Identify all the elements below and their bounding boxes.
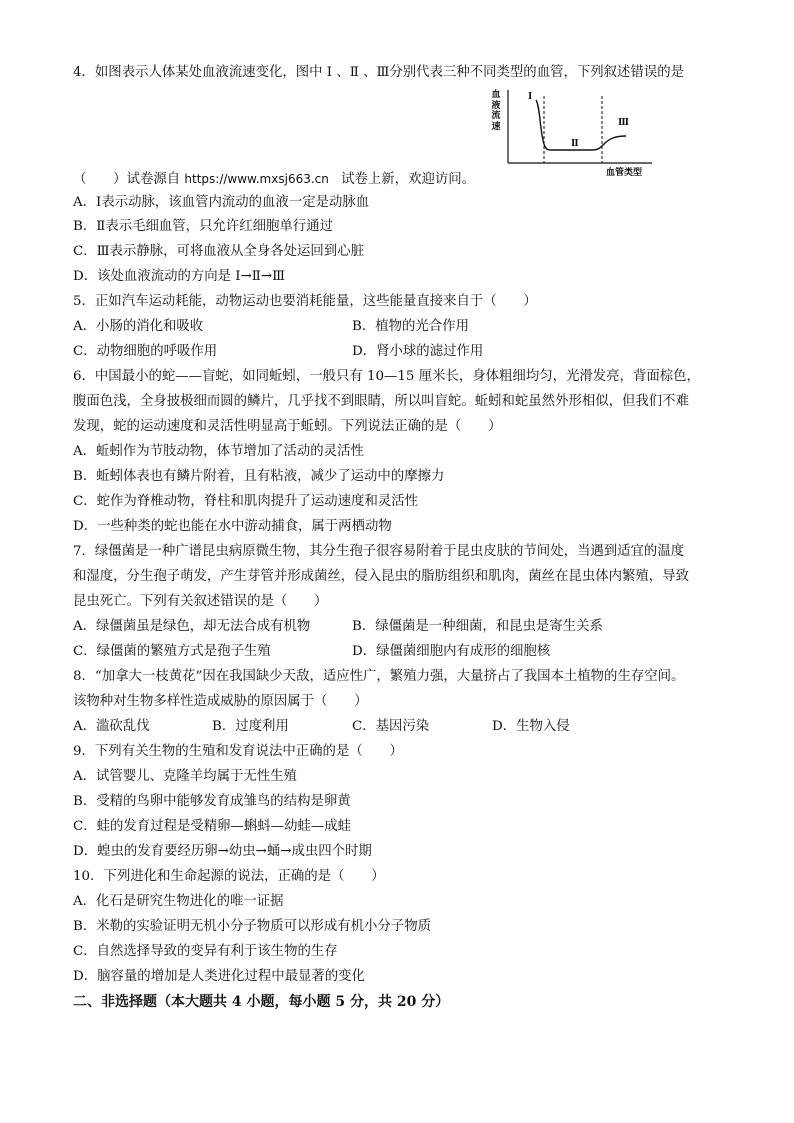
q4-option-b: B．Ⅱ表示毛细血管，只允许红细胞单行通过	[73, 219, 333, 234]
y-axis-label: 血液流速	[491, 90, 501, 132]
blood-flow-figure	[488, 86, 658, 182]
q4-option-a: A．Ⅰ表示动脉，该血管内流动的血液一定是动脉血	[73, 195, 370, 210]
q7-line-1: 7．绿僵菌是一种广谱昆虫病原微生物，其分生孢子很容易附着于昆虫皮肤的节间处，当遇到适宜的温度	[73, 544, 685, 559]
q6-option-d: D．一些种类的蛇也能在水中游动捕食，属于两栖动物	[73, 519, 392, 534]
q5-option-a: A．小肠的消化和吸收	[73, 319, 204, 334]
q8-option-a: A．滥砍乱伐	[73, 719, 150, 734]
q9-option-d: D．蝗虫的发育要经历卵→幼虫→蛹→成虫四个时期	[73, 844, 372, 859]
q4-bracket: （ ）	[73, 172, 127, 187]
q7-option-c: C．绿僵菌的繁殖方式是孢子生殖	[73, 644, 271, 659]
q7-option-b: B．绿僵菌是一种细菌，和昆虫是寄生关系	[352, 619, 603, 634]
flow-curve	[536, 100, 626, 150]
q8-line-1: 8．“加拿大一枝黄花”因在我国缺少天敌，适应性广，繁殖力强，大量挤占了我国本土植物的生存空间。	[73, 669, 685, 684]
q10-option-c: C．自然选择导致的变异有利于该生物的生存	[73, 944, 338, 959]
q4-option-d: D．该处血液流动的方向是 Ⅰ→Ⅱ→Ⅲ	[73, 269, 286, 284]
q6-line-1: 6．中国最小的蛇——盲蛇，如同蚯蚓，一般只有 10—15 厘米长，身体粗细均匀，光滑发亮，背面棕色，	[73, 369, 700, 384]
q10-option-d: D．脑容量的增加是人类进化过程中最显著的变化	[73, 969, 365, 984]
q8-line-2: 该物种对生物多样性造成威胁的原因属于（ ）	[73, 694, 368, 709]
label-vessel-1: Ⅰ	[528, 92, 533, 102]
label-vessel-2: Ⅱ	[571, 139, 579, 149]
q7-option-a: A．绿僵菌虽是绿色，却无法合成有机物	[73, 619, 311, 634]
q5-option-c: C．动物细胞的呼吸作用	[73, 344, 218, 359]
q10-option-a: A．化石是研究生物进化的唯一证据	[73, 894, 284, 909]
q4-source-tail: 试卷上新，欢迎访问。	[341, 172, 476, 187]
x-axis-label: 血管类型	[606, 168, 643, 178]
q4-source-note: 试卷源自	[126, 172, 181, 187]
q10-option-b: B．米勒的实验证明无机小分子物质可以形成有机小分子物质	[73, 919, 431, 934]
q5-stem: 5．正如汽车运动耗能，动物运动也要消耗能量，这些能量直接来自于（ ）	[73, 294, 537, 309]
q8-option-c: C．基因污染	[352, 719, 430, 734]
q9-option-b: B．受精的鸟卵中能够发育成雏鸟的结构是卵黄	[73, 794, 351, 809]
q9-option-a: A．试管婴儿、克隆羊均属于无性生殖	[73, 769, 297, 784]
q6-option-b: B．蚯蚓体表也有鳞片附着，且有粘液，减少了运动中的摩擦力	[73, 469, 445, 484]
q5-option-d: D．肾小球的滤过作用	[352, 344, 484, 359]
q4-source-line	[73, 170, 475, 189]
q4-stem: 4．如图表示人体某处血液流速变化，图中 Ⅰ 、Ⅱ 、Ⅲ分别代表三种不同类型的血管，下列叙述错误的是	[73, 65, 684, 80]
q6-line-2: 腹面色浅，全身披极细而圆的鳞片，几乎找不到眼睛，所以叫盲蛇。蚯蚓和蛇虽然外形相似，但我们不难	[73, 394, 689, 409]
q6-line-3: 发现，蛇的运动速度和灵活性明显高于蚯蚓。下列说法正确的是（ ）	[73, 419, 502, 434]
q4-option-c: C．Ⅲ表示静脉，可将血液从全身各处运回到心脏	[73, 244, 364, 259]
q6-option-c: C．蛇作为脊椎动物，脊柱和肌肉提升了运动速度和灵活性	[73, 494, 419, 509]
label-vessel-3: Ⅲ	[618, 118, 629, 128]
q5-option-b: B．植物的光合作用	[352, 319, 469, 334]
q8-option-b: B．过度利用	[212, 719, 289, 734]
q4-url: https://www.mxsj663.cn	[184, 172, 329, 186]
q7-line-2: 和湿度，分生孢子萌发，产生芽管并形成菌丝，侵入昆虫的脂肪组织和肌肉，菌丝在昆虫体内繁殖，导致	[73, 569, 689, 584]
q6-option-a: A．蚯蚓作为节肢动物，体节增加了活动的灵活性	[73, 444, 364, 459]
section2-heading: 二、非选择题（本大题共 4 小题，每小题 5 分，共 20 分）	[73, 994, 450, 1010]
q9-option-c: C．蛙的发育过程是受精卵—蝌蚪—幼蛙—成蛙	[73, 819, 352, 834]
q7-line-3: 昆虫死亡。下列有关叙述错误的是（ ）	[73, 594, 328, 609]
q8-option-d: D．生物入侵	[492, 719, 570, 734]
q7-option-d: D．绿僵菌细胞内有成形的细胞核	[352, 644, 551, 659]
q9-stem: 9．下列有关生物的生殖和发育说法中正确的是（ ）	[73, 744, 403, 759]
q10-stem: 10．下列进化和生命起源的说法，正确的是（ ）	[73, 869, 385, 884]
